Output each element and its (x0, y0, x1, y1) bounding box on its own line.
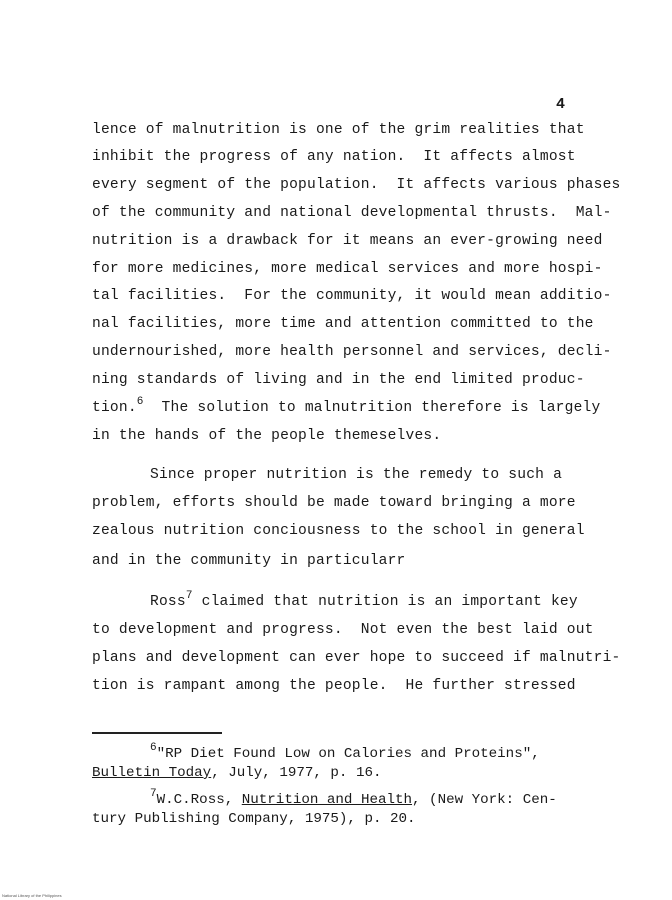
body-line: of the community and national developmental thrusts. Mal- (92, 205, 612, 221)
body-line: nutrition is a drawback for it means an ever-growing need (92, 233, 603, 249)
body-line: to development and progress. Not even the best laid out (92, 622, 594, 638)
body-text: tion. (92, 400, 137, 416)
library-footer: National Library of the Philippines (2, 893, 62, 898)
body-line (92, 398, 600, 419)
footnote-ref-7: 7 (185, 590, 193, 602)
body-line: inhibit the progress of any nation. It affects almost (92, 149, 576, 165)
footnote-mark-6: 6 (150, 742, 157, 754)
body-line: ning standards of living and in the end limited produc- (92, 372, 585, 388)
footnote-title: Nutrition and Health (241, 792, 413, 808)
footnote-text: W.C.Ross, (156, 792, 242, 808)
body-line: in the hands of the people themeselves. (92, 428, 442, 444)
page-number: 4 (556, 96, 566, 113)
body-line: every segment of the population. It affects various phases (92, 177, 621, 193)
body-line: nal facilities, more time and attention committed to the (92, 316, 594, 332)
body-line: for more medicines, more medical services and more hospi- (92, 261, 603, 277)
body-line: undernourished, more health personnel and services, decli- (92, 344, 612, 360)
body-line: lence of malnutrition is one of the grim realities that (92, 122, 585, 138)
body-line: problem, efforts should be made toward bringing a more (92, 495, 576, 511)
footnote-6-line (92, 764, 381, 782)
body-line: tion is rampant among the people. He further stressed (92, 678, 576, 694)
footnote-6-line (150, 742, 540, 764)
body-line (150, 592, 578, 613)
body-line: and in the community in particularr (92, 553, 406, 569)
footnote-text: , July, 1977, p. 16. (211, 765, 382, 781)
footnote-7-line: tury Publishing Company, 1975), p. 20. (92, 811, 416, 827)
body-line: zealous nutrition conciousness to the school in general (92, 523, 585, 539)
body-text: claimed that nutrition is an important key (192, 594, 578, 610)
body-line: tal facilities. For the community, it would mean additio- (92, 288, 612, 304)
body-text: The solution to malnutrition therefore is largely (143, 400, 601, 416)
footnote-text: , (New York: Cen- (412, 792, 557, 808)
footnote-ref-6: 6 (136, 396, 144, 408)
body-line: Since proper nutrition is the remedy to such a (150, 467, 563, 483)
footnote-divider (92, 732, 222, 734)
body-line: plans and development can ever hope to succeed if malnutri- (92, 650, 621, 666)
footnote-source: Bulletin Today (92, 765, 212, 781)
footnote-7-line (150, 788, 557, 810)
footnote-text: "RP Diet Found Low on Calories and Proteins", (156, 746, 540, 762)
footnote-mark-7: 7 (150, 788, 157, 800)
body-text: Ross (150, 594, 186, 610)
